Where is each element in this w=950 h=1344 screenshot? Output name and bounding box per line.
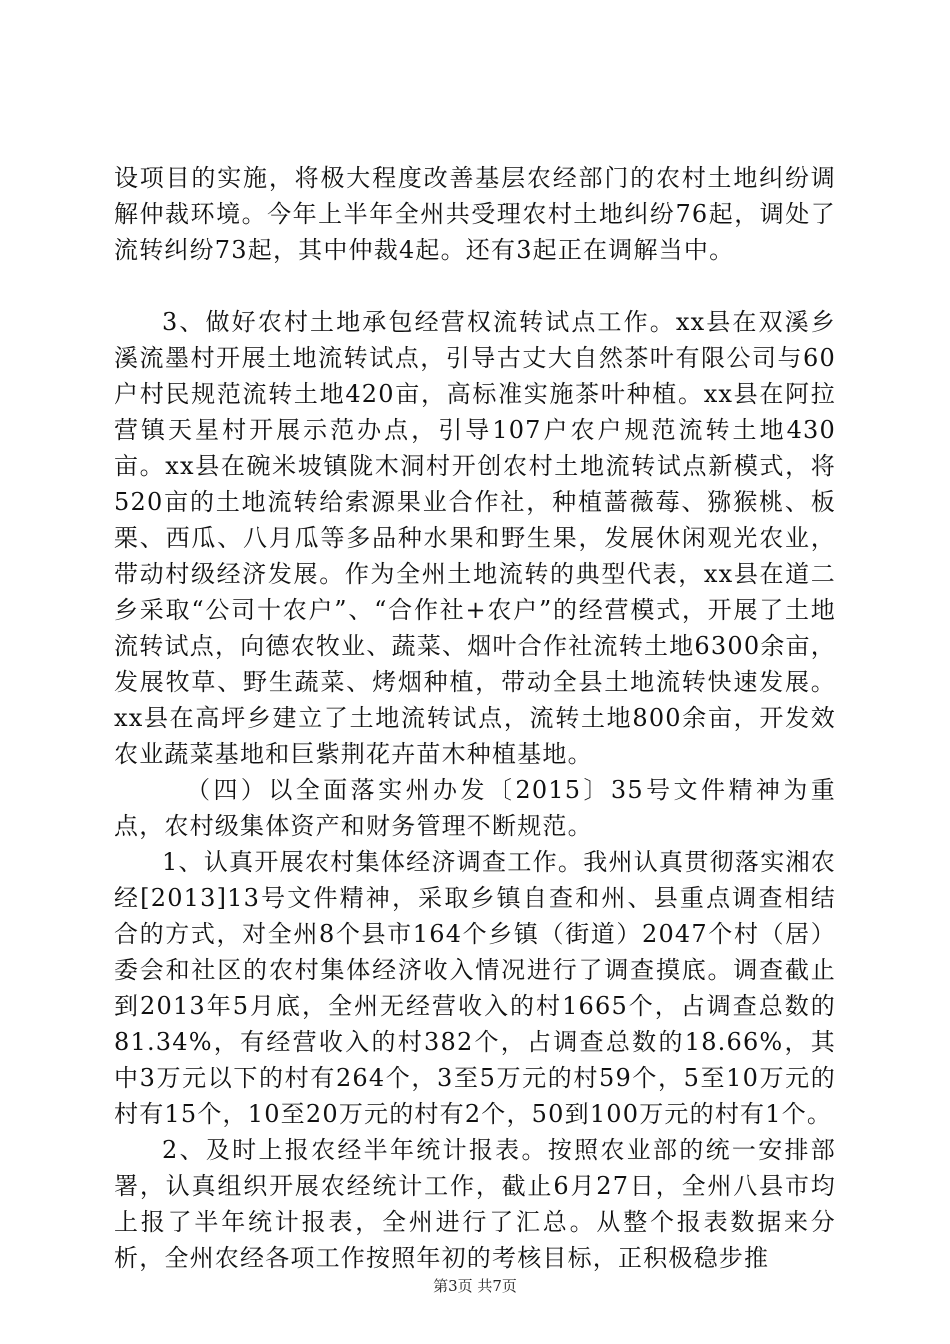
paragraph-statistics-report: 2、及时上报农经半年统计报表。按照农业部的统一安排部署，认真组织开展农经统计工作，截止6月27日，全州八县市均上报了半年统计报表，全州进行了汇总。从整个报表数据来分析，全州农经各项工作按照年初的考核目标，正积极稳步推 — [114, 1136, 836, 1272]
paragraph-collective-economy-survey: 1、认真开展农村集体经济调查工作。我州认真贯彻落实湘农经[2013]13号文件精神，采取乡镇自查和州、县重点调查相结合的方式，对全州8个县市164个乡镇（街道）2047个村（居）委会和社区的农村集体经济收入情况进行了调查摸底。调查截止到2013年5月底，全州无经营收入的村1665个，占调查总数的81.34%，有经营收入的村382个，占调查总数的18.66%，其中3万元以下的村有264个，3至5万元的村59个，5至10万元的村有15个，10至20万元的村有2个，50到100万元的村有1个。 — [114, 848, 836, 1128]
section-heading-four: （四）以全面落实州办发〔2015〕35号文件精神为重点，农村级集体资产和财务管理不断规范。 — [114, 776, 836, 840]
paragraph-land-transfer-pilot: 3、做好农村土地承包经营权流转试点工作。xx县在双溪乡溪流墨村开展土地流转试点，引导古丈大自然茶叶有限公司与60户村民规范流转土地420亩，高标准实施茶叶种植。xx县在阿拉营镇天星村开展示范办点，引导107户农户规范流转土地430亩。xx县在碗米坡镇陇木洞村开创农村土地流转试点新模式，将520亩的土地流转给索源果业合作社，种植蔷薇莓、猕猴桃、板栗、西瓜、八月瓜等多品种水果和野生果，发展休闲观光农业，带动村级经济发展。作为全州土地流转的典型代表，xx县在道二乡采取“公司十农户”、“合作社+农户”的经营模式，开展了土地流转试点，向德农牧业、蔬菜、烟叶合作社流转土地6300余亩，发展牧草、野生蔬菜、烤烟种植，带动全县土地流转快速发展。xx县在高坪乡建立了土地流转试点，流转土地800余亩，开发效农业蔬菜基地和巨紫荆花卉苗木种植基地。 — [114, 308, 836, 768]
paragraph-continuation: 设项目的实施，将极大程度改善基层农经部门的农村土地纠纷调解仲裁环境。今年上半年全州共受理农村土地纠纷76起，调处了流转纠纷73起，其中仲裁4起。还有3起正在调解当中。 — [114, 164, 836, 264]
document-body — [114, 160, 836, 1276]
page-number-footer: 第3页 共7页 — [433, 1277, 517, 1295]
